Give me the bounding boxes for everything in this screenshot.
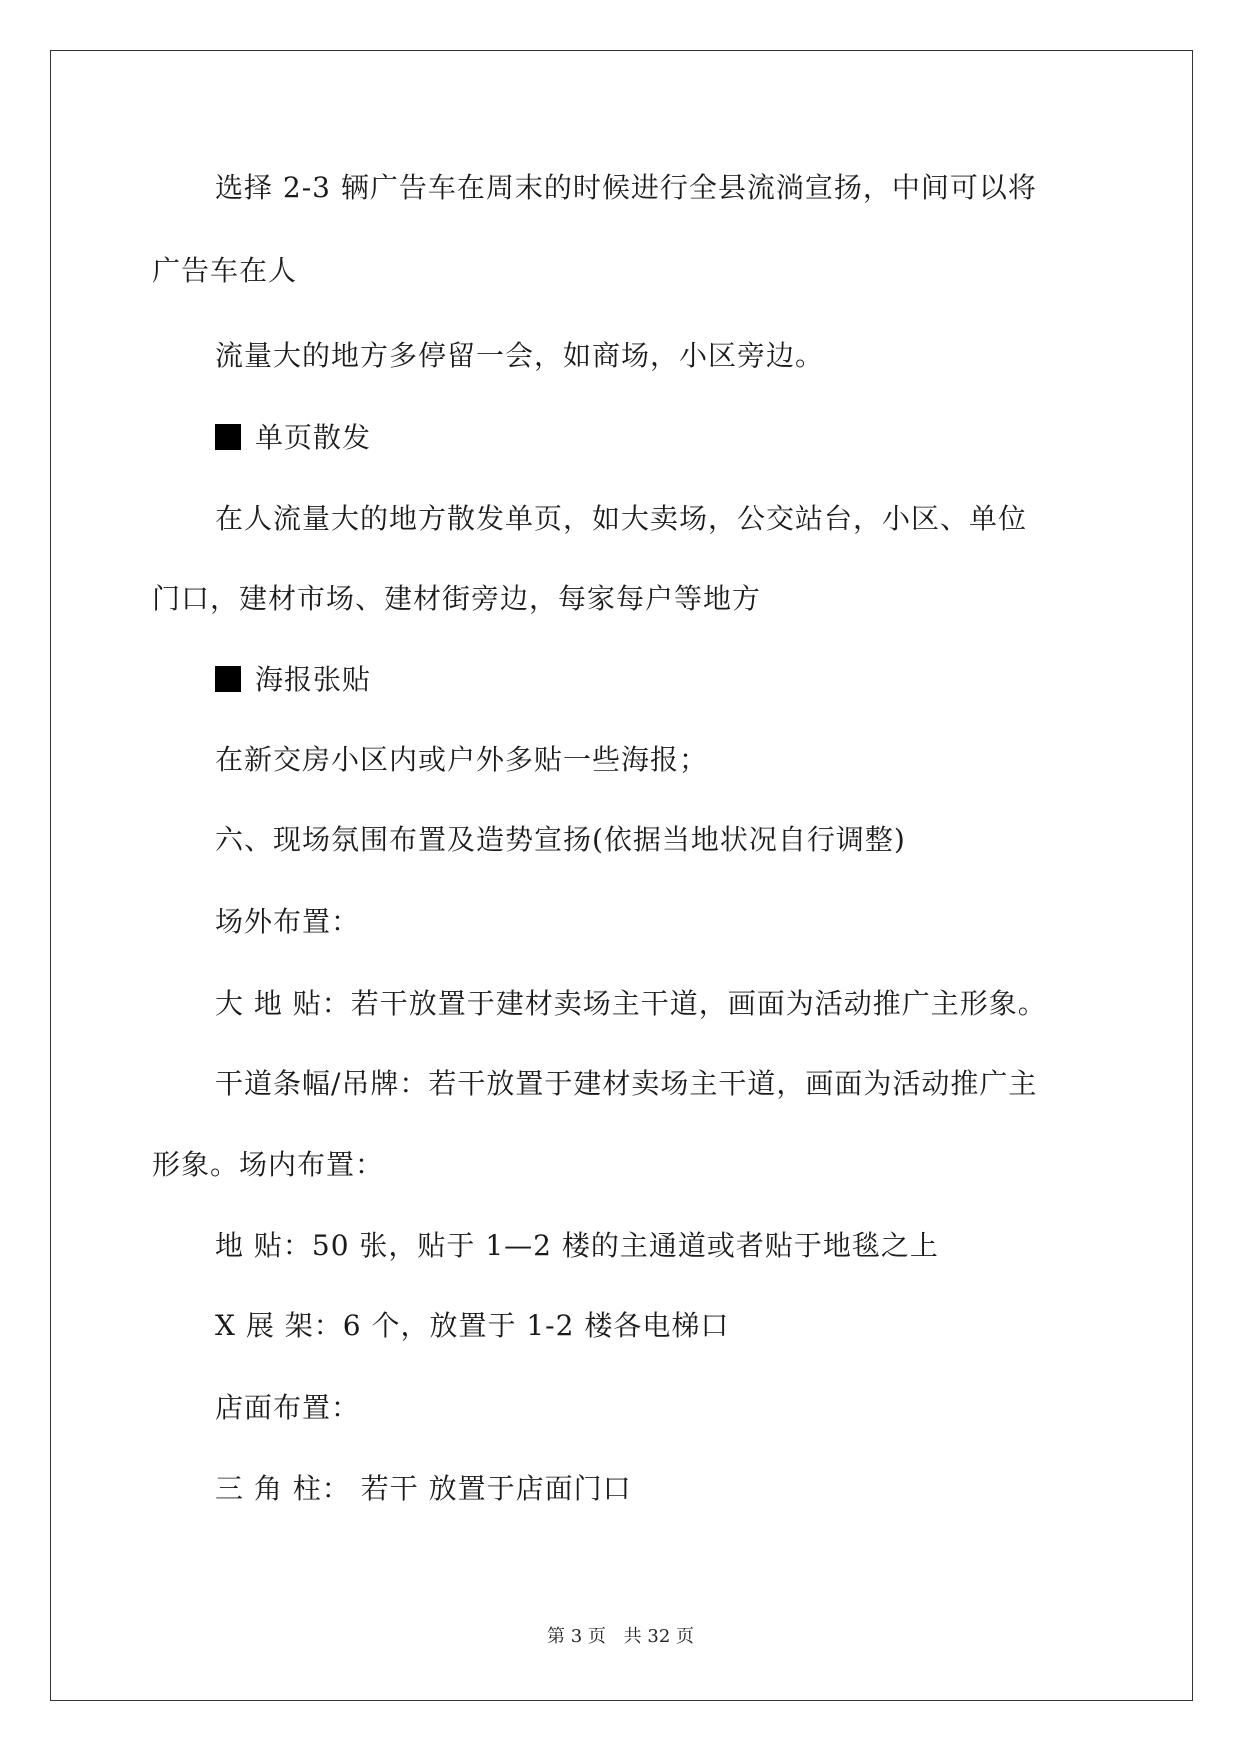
black-square-icon [215,424,241,450]
page-total: 共 32 页 [623,1626,694,1647]
section-heading [215,660,371,700]
black-square-icon [215,666,241,692]
paragraph-line: 在新交房小区内或户外多贴一些海报； [215,743,709,776]
page-footer [0,1625,1241,1649]
paragraph-line: 门口，建材市场、建材街旁边，每家每户等地方 [152,582,762,615]
paragraph-line: 大 地 贴：若干放置于建材卖场主干道，画面为活动推广主形象。 [215,987,1047,1020]
paragraph-line: 广告车在人 [152,254,298,287]
heading-text: 海报张贴 [255,663,372,696]
page-number: 第 3 页 [547,1626,606,1647]
paragraph-line: 店面布置： [215,1391,361,1424]
page-border [50,50,1193,1701]
heading-text: 单页散发 [255,421,372,454]
paragraph-line: 选择 2-3 辆广告车在周末的时候进行全县流淌宣扬，中间可以将 [215,171,1037,204]
paragraph-line: 地 贴：50 张，贴于 1—2 楼的主通道或者贴于地毯之上 [215,1229,939,1262]
section-heading [215,418,371,458]
paragraph-line: 在人流量大的地方散发单页，如大卖场，公交站台，小区、单位 [215,502,1028,535]
paragraph-line: 流量大的地方多停留一会，如商场，小区旁边。 [215,339,825,372]
paragraph-line: X 展 架：6 个，放置于 1-2 楼各电梯口 [215,1309,730,1342]
paragraph-line: 三 角 柱： 若干 放置于店面门口 [215,1472,632,1505]
paragraph-line: 形象。场内布置： [152,1148,385,1181]
paragraph-line: 干道条幅/吊牌：若干放置于建材卖场主干道，画面为活动推广主 [215,1067,1038,1100]
paragraph-line: 六、现场氛围布置及造势宣扬(依据当地状况自行调整) [215,823,906,856]
paragraph-line: 场外布置： [215,905,361,938]
